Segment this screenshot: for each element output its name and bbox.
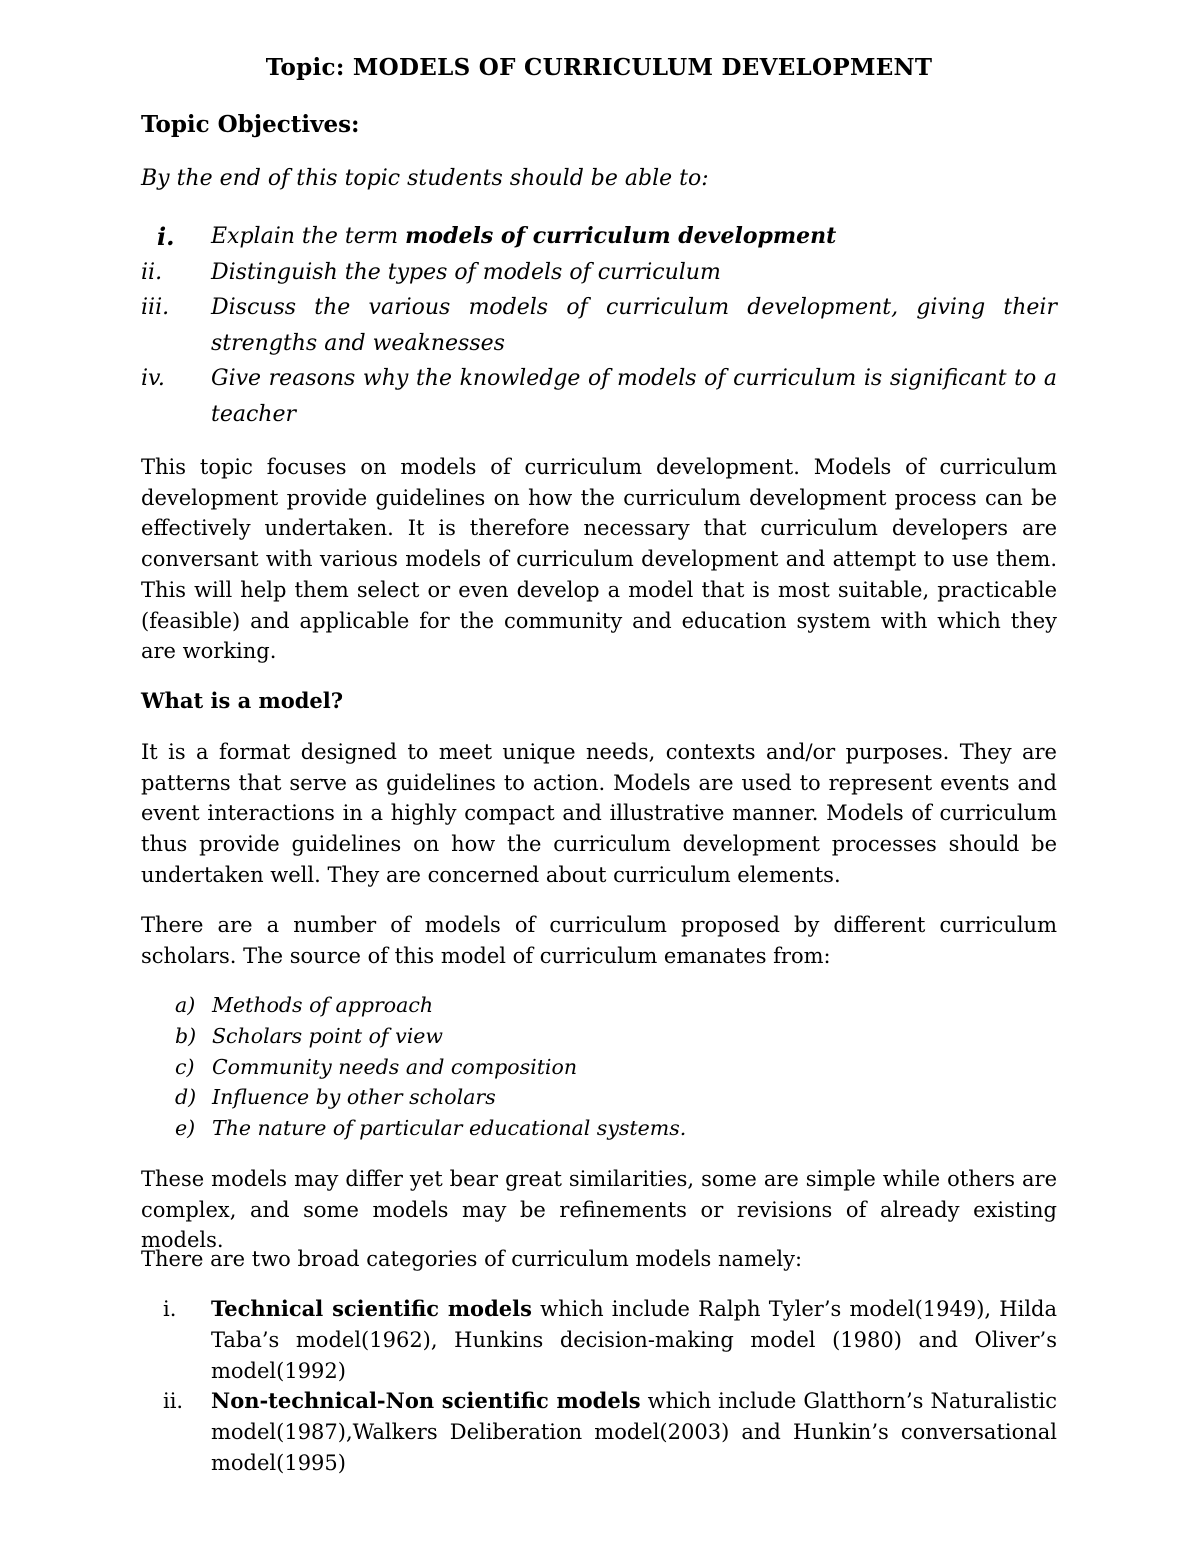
source-text: Methods of approach	[212, 993, 434, 1017]
objective-item	[141, 255, 1057, 291]
source-text: Community needs and composition	[212, 1054, 578, 1079]
source-letter: b)	[175, 1023, 197, 1048]
objective-item	[141, 219, 1057, 255]
sources-list	[175, 990, 686, 1144]
source-item	[175, 1052, 686, 1083]
source-text: The nature of particular educational systems.	[212, 1116, 687, 1141]
objective-item	[141, 361, 1057, 432]
page-title: Topic: MODELS OF CURRICULUM DEVELOPMENT	[265, 54, 933, 81]
intro-paragraph: This topic focuses on models of curriculum development. Models of curriculum development provide guidelines on how the curriculum development process can be effectively undertaken. It is therefore necessary that curriculum developers are conversant with various models of curriculum development and attempt to use them. This will help them select or even develop a model that is most suitable, practicable (feasible) and applicable for the community and education system with which they are working.	[141, 455, 1057, 664]
category-item	[141, 1386, 1057, 1478]
model-paragraph: It is a format designed to meet unique needs, contexts and/or purposes. They are patterns that serve as guidelines to action. Models are used to represent events and event interactions in a highly compact and illustrative manner. Models of curriculum thus provide guidelines on how the curriculum development processes should be undertaken well. They are concerned about curriculum elements.	[141, 740, 1057, 887]
source-item	[175, 990, 686, 1021]
categories-list	[141, 1294, 1057, 1479]
objectives-list	[141, 219, 1057, 432]
category-name: Technical scientific models	[211, 1296, 532, 1321]
objectives-heading: Topic Objectives:	[141, 111, 360, 138]
objective-number: ii.	[141, 259, 163, 285]
objective-number: i.	[157, 222, 175, 251]
objective-number: iii.	[141, 295, 170, 320]
objective-text: Distinguish the types of models of curriculum	[211, 259, 721, 285]
source-text: Influence by other scholars	[212, 1085, 496, 1110]
source-item	[175, 1021, 686, 1052]
category-text: which include Ralph Tyler’s model(1949), Hilda Taba’s model(1962), Hunkins decision-making model (1980) and Oliver’s model(1992)	[211, 1297, 1057, 1383]
objective-text: Explain the term	[211, 224, 406, 249]
source-letter: d)	[175, 1085, 197, 1110]
categories-paragraph: There are two broad categories of curriculum models namely:	[141, 1247, 803, 1271]
objective-number: iv.	[141, 366, 165, 391]
objective-text: Give reasons why the knowledge of models of curriculum is significant to a teacher	[211, 366, 1057, 427]
sources-paragraph: There are a number of models of curriculum proposed by different curriculum scholars. The source of this model of curriculum emanates from:	[141, 913, 1057, 968]
category-text: which include Glatthorn’s Naturalistic model(1987),Walkers Deliberation model(2003) and Hunkin’s conversational model(1995)	[211, 1389, 1058, 1475]
source-item	[175, 1082, 686, 1113]
source-text: Scholars point of view	[212, 1023, 443, 1048]
objective-item	[141, 290, 1057, 361]
model-heading: What is a model?	[141, 688, 344, 713]
differ-paragraph: These models may differ yet bear great similarities, some are simple while others are complex, and some models may be refinements or revisions of already existing models.	[141, 1167, 1057, 1253]
source-letter: e)	[175, 1116, 196, 1141]
category-item	[141, 1294, 1057, 1386]
source-letter: c)	[175, 1054, 195, 1079]
source-letter: a)	[175, 993, 196, 1017]
category-number: i.	[163, 1297, 177, 1321]
objective-text: Discuss the various models of curriculum development, giving their strengths and weaknesses	[211, 295, 1057, 356]
category-name: Non-technical-Non scientific models	[211, 1388, 641, 1414]
objective-bold-term: models of curriculum development	[405, 223, 837, 249]
category-number: ii.	[163, 1389, 184, 1414]
source-item	[175, 1113, 686, 1144]
objectives-intro: By the end of this topic students should be able to:	[141, 166, 709, 191]
